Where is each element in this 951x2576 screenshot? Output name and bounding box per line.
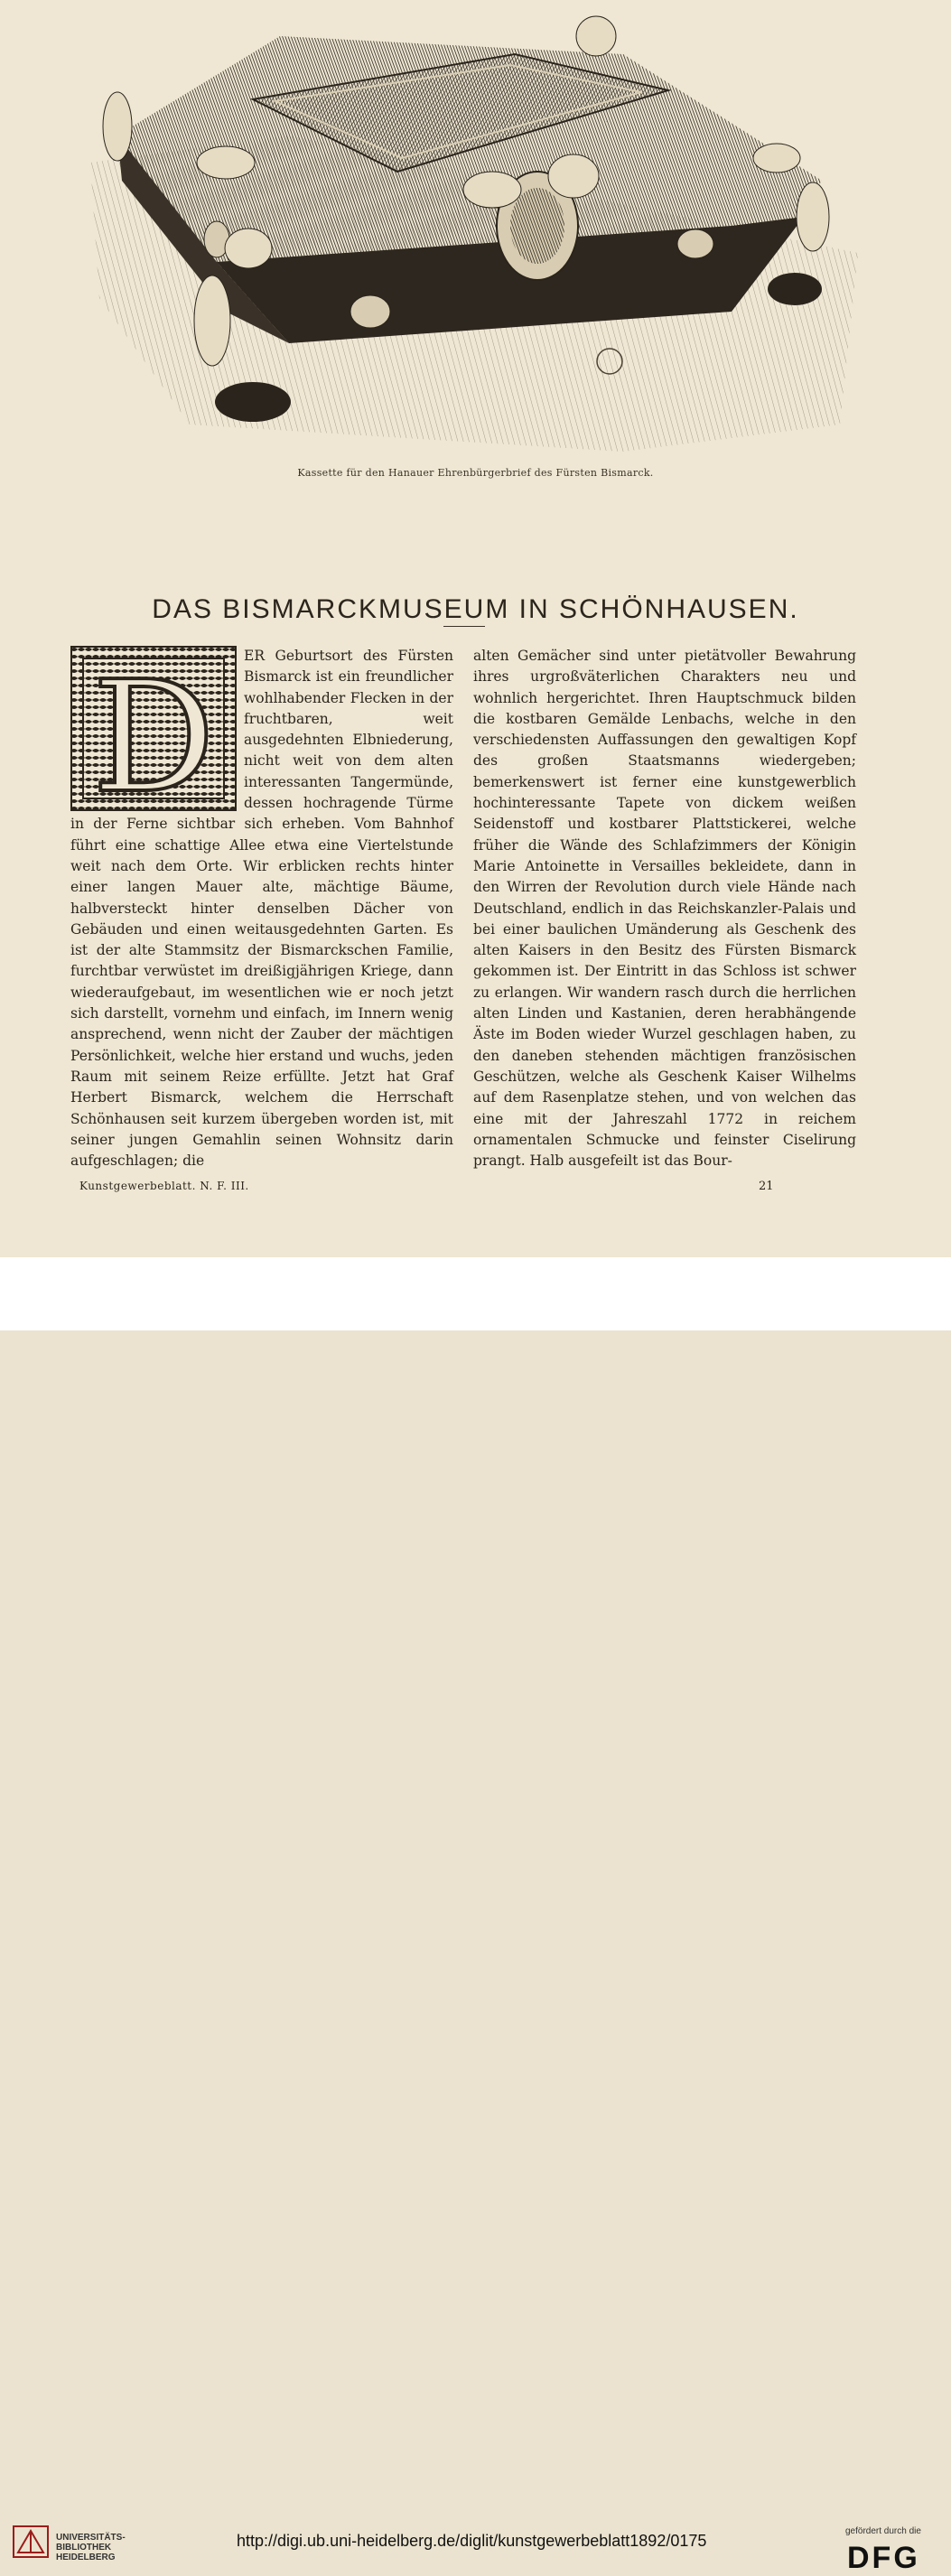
- uni-line-3: HEIDELBERG: [56, 2553, 116, 2562]
- casket-illustration: [81, 0, 876, 456]
- permalink-url[interactable]: http://digi.ub.uni-heidelberg.de/diglit/kunstgewerbeblatt1892/0175: [237, 2532, 707, 2550]
- figure-caption: Kassette für den Hanauer Ehrenbürgerbrief des Fürsten Bismarck.: [297, 467, 654, 479]
- article-title: DAS BISMARCKMUSEUM IN SCHÖNHAUSEN.: [152, 594, 799, 625]
- funded-by-label: gefördert durch die: [845, 2526, 921, 2536]
- text-column-right: [473, 646, 856, 1171]
- page-number: 21: [759, 1180, 774, 1193]
- body-text-left: ER Geburtsort des Fürsten Bismarck ist ein freundlicher wohlhabender Flecken in der fruchtbaren, weit ausgedehnten Elbniederung, nicht weit von dem alten interessanten Tangermünde, dessen hochragende Türme in der Ferne sichtbar sich erheben. Vom Bahnhof führt eine schattige Allee etwa eine Viertelstunde weit nach dem Orte. Wir erblicken rechts hinter einer langen Mauer alte, mächtige Bäume, halbversteckt hinter denselben Dächer von Gebäuden und einen weitausgedehnten Garten. Es ist der alte Stammsitz der Bismarckschen Familie, furchtbar verwüstet im dreißigjährigen Kriege, dann wiederaufgebaut, im wesentlichen wie er noch jetzt sich darstellt, vornehm und einfach, im Innern wenig ansprechend, wenn nicht der Zauber der mächtigen Persönlichkeit, welche hier erstand und wuchs, jeden Raum mit seinem Reize erfüllte. Jetzt hat Graf Herbert Bismarck, welchem die Herrschaft Schönhausen seit kurzem übergeben worden ist, mit seiner jungen Gemahlin seinen Wohnsitz darin aufgeschlagen; die: [70, 648, 453, 1170]
- university-library-logo-icon: [13, 2525, 49, 2558]
- uni-line-2: BIBLIOTHEK: [56, 2543, 112, 2553]
- journal-footer: Kunstgewerbeblatt. N. F. III.: [79, 1180, 249, 1192]
- initial-letter: D: [91, 649, 216, 811]
- body-text-right: alten Gemächer sind unter pietätvoller Bewahrung ihres urgroßväterlichen Charakters neu und wohnlich hergerichtet. Ihren Hauptschmuck bilden die kostbaren Gemälde Lenbachs, welche in den verschiedensten Auffassungen den gewaltigen Kopf des großen Staatsmanns wiedergeben; bemerkenswert ist ferner eine kunstgewerblich hochinteressante Tapete von dickem weißen Seidenstoff und kostbarer Plattstickerei, welche früher die Wände des Schlafzimmers der Königin Marie Antoinette in Versailles bekleidete, dann in den Wirren der Revolution durch viele Hände nach Deutschland, endlich in das Reichskanzler-Palais und bei einer baulichen Umänderung als Geschenk des alten Kaisers in den Besitz des Fürsten Bismarck gekommen ist. Der Eintritt in das Schloss ist schwer zu erlangen. Wir wandern rasch durch die herrlichen alten Linden und Kastanien, deren herabhängende Äste im Boden wieder Wurzel geschlagen haben, zu den daneben stehenden mächtigen französischen Geschützen, welche als Geschenk Kaiser Wilhelms auf dem Rasenplatze stehen, und von welchen das eine mit der Jahreszahl 1772 in reichem ornamentalen Schmucke und feinster Ciselirung prangt. Halb ausgefeilt ist das Bour-: [473, 648, 856, 1170]
- decorated-initial-d: [70, 646, 237, 811]
- dfg-logo: DFG: [847, 2541, 920, 2575]
- university-library-name: [56, 2533, 126, 2562]
- uni-line-1: UNIVERSITÄTS-: [56, 2533, 126, 2543]
- digitization-banner: [0, 1257, 951, 2575]
- scanned-page: [0, 0, 951, 1257]
- text-column-left: [70, 646, 453, 1171]
- title-divider: [443, 626, 485, 627]
